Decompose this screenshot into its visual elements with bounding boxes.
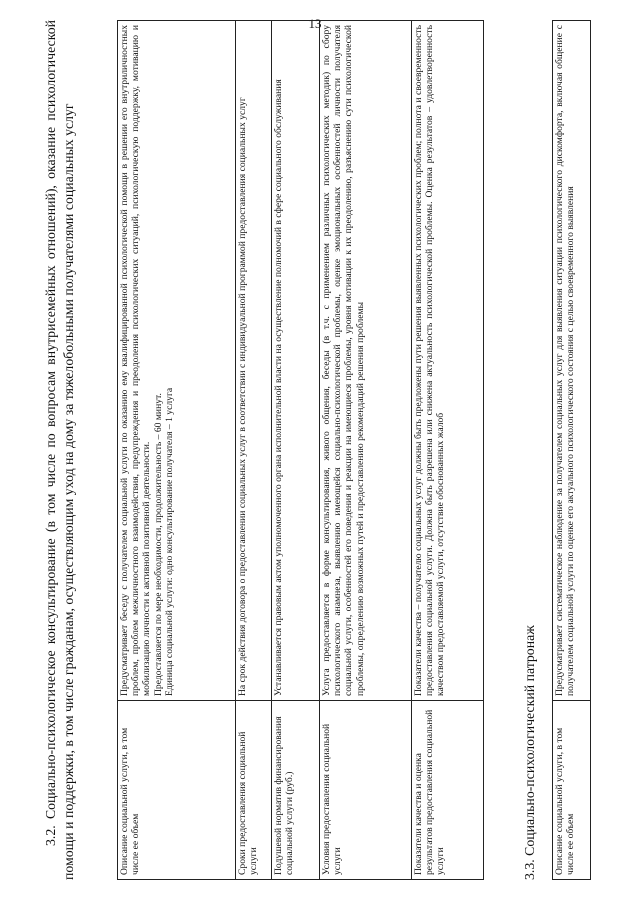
row-text: Устанавливается правовым актом уполномоченного органа исполнительной власти на осуществление полномочий в сфере социального обслуживания <box>272 21 320 701</box>
row-text: Предусматривает систематическое наблюдение за получателем социальных услуг для выявления ситуации психологического дискомфорта, включая общение с получателем социальной услуги по оценке его актуального психологического состояния с целью своевременного выявления <box>553 21 591 701</box>
row-text-unit: Единица социальной услуги: одно консультирование получателя – 1 услуга <box>163 387 175 696</box>
page-number: 13 <box>308 16 322 31</box>
row-label: Описание социальной услуги, в том числе ее объем <box>553 701 591 880</box>
section-3-2-table <box>117 20 484 880</box>
row-text-main: Предусматривает беседу с получателем социальной услуги по оказанию ему квалифицированной психологической помощи в решении его внутриличностных проблем, проблем межличностного взаимодействия, предупреждения и преодоления психологических ситуаций, психологическую поддержку, мотивацию и мобилизацию личности к активной позитивной деятельности. <box>119 25 153 696</box>
row-label: Показатели качества и оценка результатов предоставления социальной услуги <box>412 701 484 880</box>
row-label: Сроки предоставления социальной услуги <box>236 701 272 880</box>
row-text <box>118 21 236 701</box>
table-row <box>236 21 272 880</box>
row-text: Услуга предоставляется в форме консультирования, живого общения, беседы (в т.ч. с применением различных психологических методик) по сбору психологического анамнеза, выявлению имеющейся социально-психологической проблемы, оценке эмоциональных особенностей личности получателя социальной услуги, особенностей его поведения и реакции на имеющиеся проблемы, уровня мотивации к их преодолению, разъяснению сути психологической проблемы, определению возможных путей и предоставлению рекомендаций решения проблемы <box>320 21 412 701</box>
row-label: Описание социальной услуги, в том числе ее объем <box>118 701 236 880</box>
rotated-content <box>42 20 590 880</box>
table-row <box>320 21 412 880</box>
table-row <box>272 21 320 880</box>
section-3-2-title: 3.2. Социально-психологическое консультирование (в том числе по вопросам внутрисемейных отношений), оказание психологической помощи и поддержки, в том числе гражданам, осуществляющим уход на дому за тяжелобольными получателями социальных услуг <box>43 20 76 880</box>
table-row <box>412 21 484 880</box>
row-text-duration: Предоставляется по мере необходимости, продолжительность – 60 минут. <box>152 393 164 696</box>
row-label: Условия предоставления социальной услуги <box>320 701 412 880</box>
row-label: Подушевой норматив финансирования социальной услуги (руб.) <box>272 701 320 880</box>
table-row <box>553 21 591 880</box>
section-3-3-table <box>552 20 591 880</box>
section-3-3-title: 3.3. Социально-психологический патронаж <box>522 625 537 880</box>
row-text: На срок действия договора о предоставлении социальных услуг в соответствии с индивидуальной программой предоставления социальных услуг <box>236 21 272 701</box>
table-row <box>118 21 236 880</box>
row-text: Показатели качества – получателю социальных услуг должны быть предложены пути решения выявленных психологических проблем; полнота и своевременность предоставления социальной услуги. Должна быть разрешена или снижена актуальность психологической проблемы. Оценка результатов – удовлетворенность качеством предоставляемой услуги, отсутствие обоснованных жалоб <box>412 21 484 701</box>
